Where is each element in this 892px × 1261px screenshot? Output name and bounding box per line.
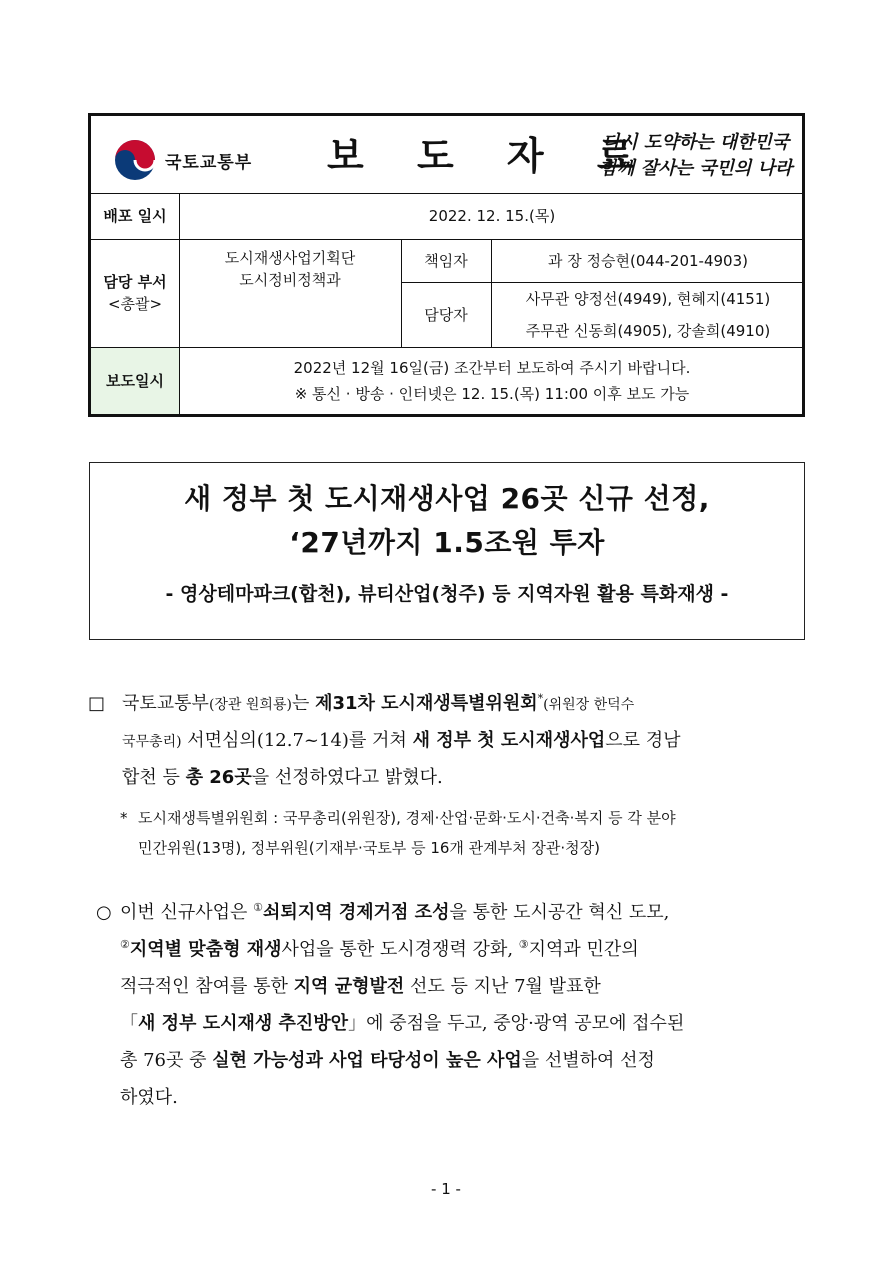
text-run: 합천 등 — [122, 767, 186, 788]
text-run: 사업을 통한 도시경쟁력 강화, — [281, 939, 519, 960]
square-bullet-icon: □ — [88, 693, 106, 714]
release-time: 2022년 12월 16일(금) 조간부터 보도하여 주시기 바랍니다. — [293, 359, 691, 377]
text-run: (위원장 한덕수 — [543, 697, 635, 713]
responsible-label: 책임자 — [424, 251, 468, 270]
circled-number: ② — [120, 938, 130, 951]
text-run: 국무총리) — [122, 734, 182, 750]
staff-label: 담당자 — [424, 305, 468, 324]
footnote — [120, 803, 810, 863]
footnote-mark: * — [537, 692, 544, 705]
headline: ‘27년까지 1.5조원 투자 — [289, 526, 605, 559]
emphasis: 지역별 맞춤형 재생 — [129, 939, 282, 960]
press-release-header-table — [88, 113, 805, 417]
text-run: 을 선정하였다고 밝혔다. — [251, 767, 443, 788]
release-time-cell — [179, 348, 805, 414]
staff-cell — [491, 282, 805, 347]
emphasis: 제31차 도시재생특별위원회 — [315, 693, 538, 714]
department-sub-label: <총괄> — [107, 295, 163, 313]
press-release-title: 보 도 자 료 — [327, 134, 654, 178]
embargo-note: ※ 통신 · 방송 · 인터넷은 12. 15.(목) 11:00 이후 보도 가능 — [294, 385, 690, 403]
text-run: 총 76곳 중 — [120, 1050, 213, 1071]
department-name-cell — [179, 239, 401, 299]
ministry-name: 국토교통부 — [165, 152, 253, 173]
taegeuk-emblem-icon — [113, 138, 157, 182]
text-run: 「 — [120, 1013, 138, 1034]
release-time-label: 보도일시 — [91, 348, 179, 414]
subheadline: - 영상테마파크(합천), 뷰티산업(청주) 등 지역자원 활용 특화재생 - — [165, 583, 729, 605]
circle-bullet-icon: ○ — [96, 902, 112, 923]
responsible-person: 과 장 정승현(044-201-4903) — [548, 251, 748, 270]
text-run: 국토교통부 — [122, 693, 209, 714]
text-run: 이번 신규사업은 — [120, 902, 254, 923]
division-name: 도시정비정책과 — [239, 271, 341, 289]
emphasis: 쇠퇴지역 경제거점 조성 — [263, 902, 450, 923]
emphasis: 실현 가능성과 사업 타당성이 높은 사업 — [212, 1050, 522, 1071]
slogan-line: 함께 잘사는 국민의 나라 — [599, 158, 793, 179]
emphasis: 새 정부 첫 도시재생사업 — [412, 730, 606, 751]
footnote-line: 도시재생특별위원회 : 국무총리(위원장), 경제·산업·문화·도시·건축·복지 등 각 분야 — [138, 809, 676, 827]
headline: 새 정부 첫 도시재생사업 26곳 신규 선정, — [184, 482, 710, 515]
staff-contact: 사무관 양정선(4949), 현혜지(4151) — [525, 289, 771, 308]
distribution-date-label: 배포 일시 — [103, 207, 167, 225]
distribution-date: 2022. 12. 15.(목) — [428, 207, 556, 225]
ministry-logo — [113, 138, 252, 182]
body-paragraph-2 — [96, 894, 808, 1116]
text-run: 지역과 민간의 — [528, 939, 639, 960]
circled-number: ① — [253, 901, 264, 914]
text-run: 하였다. — [120, 1087, 178, 1108]
text-run: 으로 경남 — [605, 730, 681, 751]
footnote-star: * — [120, 809, 128, 827]
body-paragraph-1 — [88, 686, 808, 796]
text-run: 을 통한 도시공간 혁신 도모, — [449, 902, 670, 923]
text-run: 을 선별하여 선정 — [521, 1050, 655, 1071]
page-number: - 1 - — [431, 1180, 461, 1198]
text-run: 선도 등 지난 7월 발표한 — [404, 976, 601, 997]
slogan — [591, 130, 801, 182]
emphasis: 새 정부 도시재생 추진방안 — [138, 1013, 349, 1034]
department-name: 도시재생사업기획단 — [224, 249, 356, 267]
headline-box — [89, 462, 805, 640]
emphasis: 총 26곳 — [185, 767, 252, 788]
circled-number: ③ — [518, 938, 529, 951]
department-label-cell — [91, 239, 179, 347]
text-run: 서면심의(12.7~14)를 거쳐 — [181, 730, 413, 751]
text-run: 는 — [291, 693, 316, 714]
department-label: 담당 부서 — [103, 273, 167, 291]
footnote-line: 민간위원(13명), 정부위원(기재부·국토부 등 16개 관계부처 장관·청장) — [138, 839, 600, 857]
slogan-line: 다시 도약하는 대한민국 — [602, 132, 790, 153]
staff-contact: 주무관 신동희(4905), 강솔희(4910) — [525, 321, 771, 340]
text-run: 」에 중점을 두고, 중앙·광역 공모에 접수된 — [348, 1013, 685, 1034]
text-run: 적극적인 참여를 통한 — [120, 976, 294, 997]
emphasis: 지역 균형발전 — [293, 976, 405, 997]
text-run: (장관 원희룡) — [208, 697, 292, 713]
